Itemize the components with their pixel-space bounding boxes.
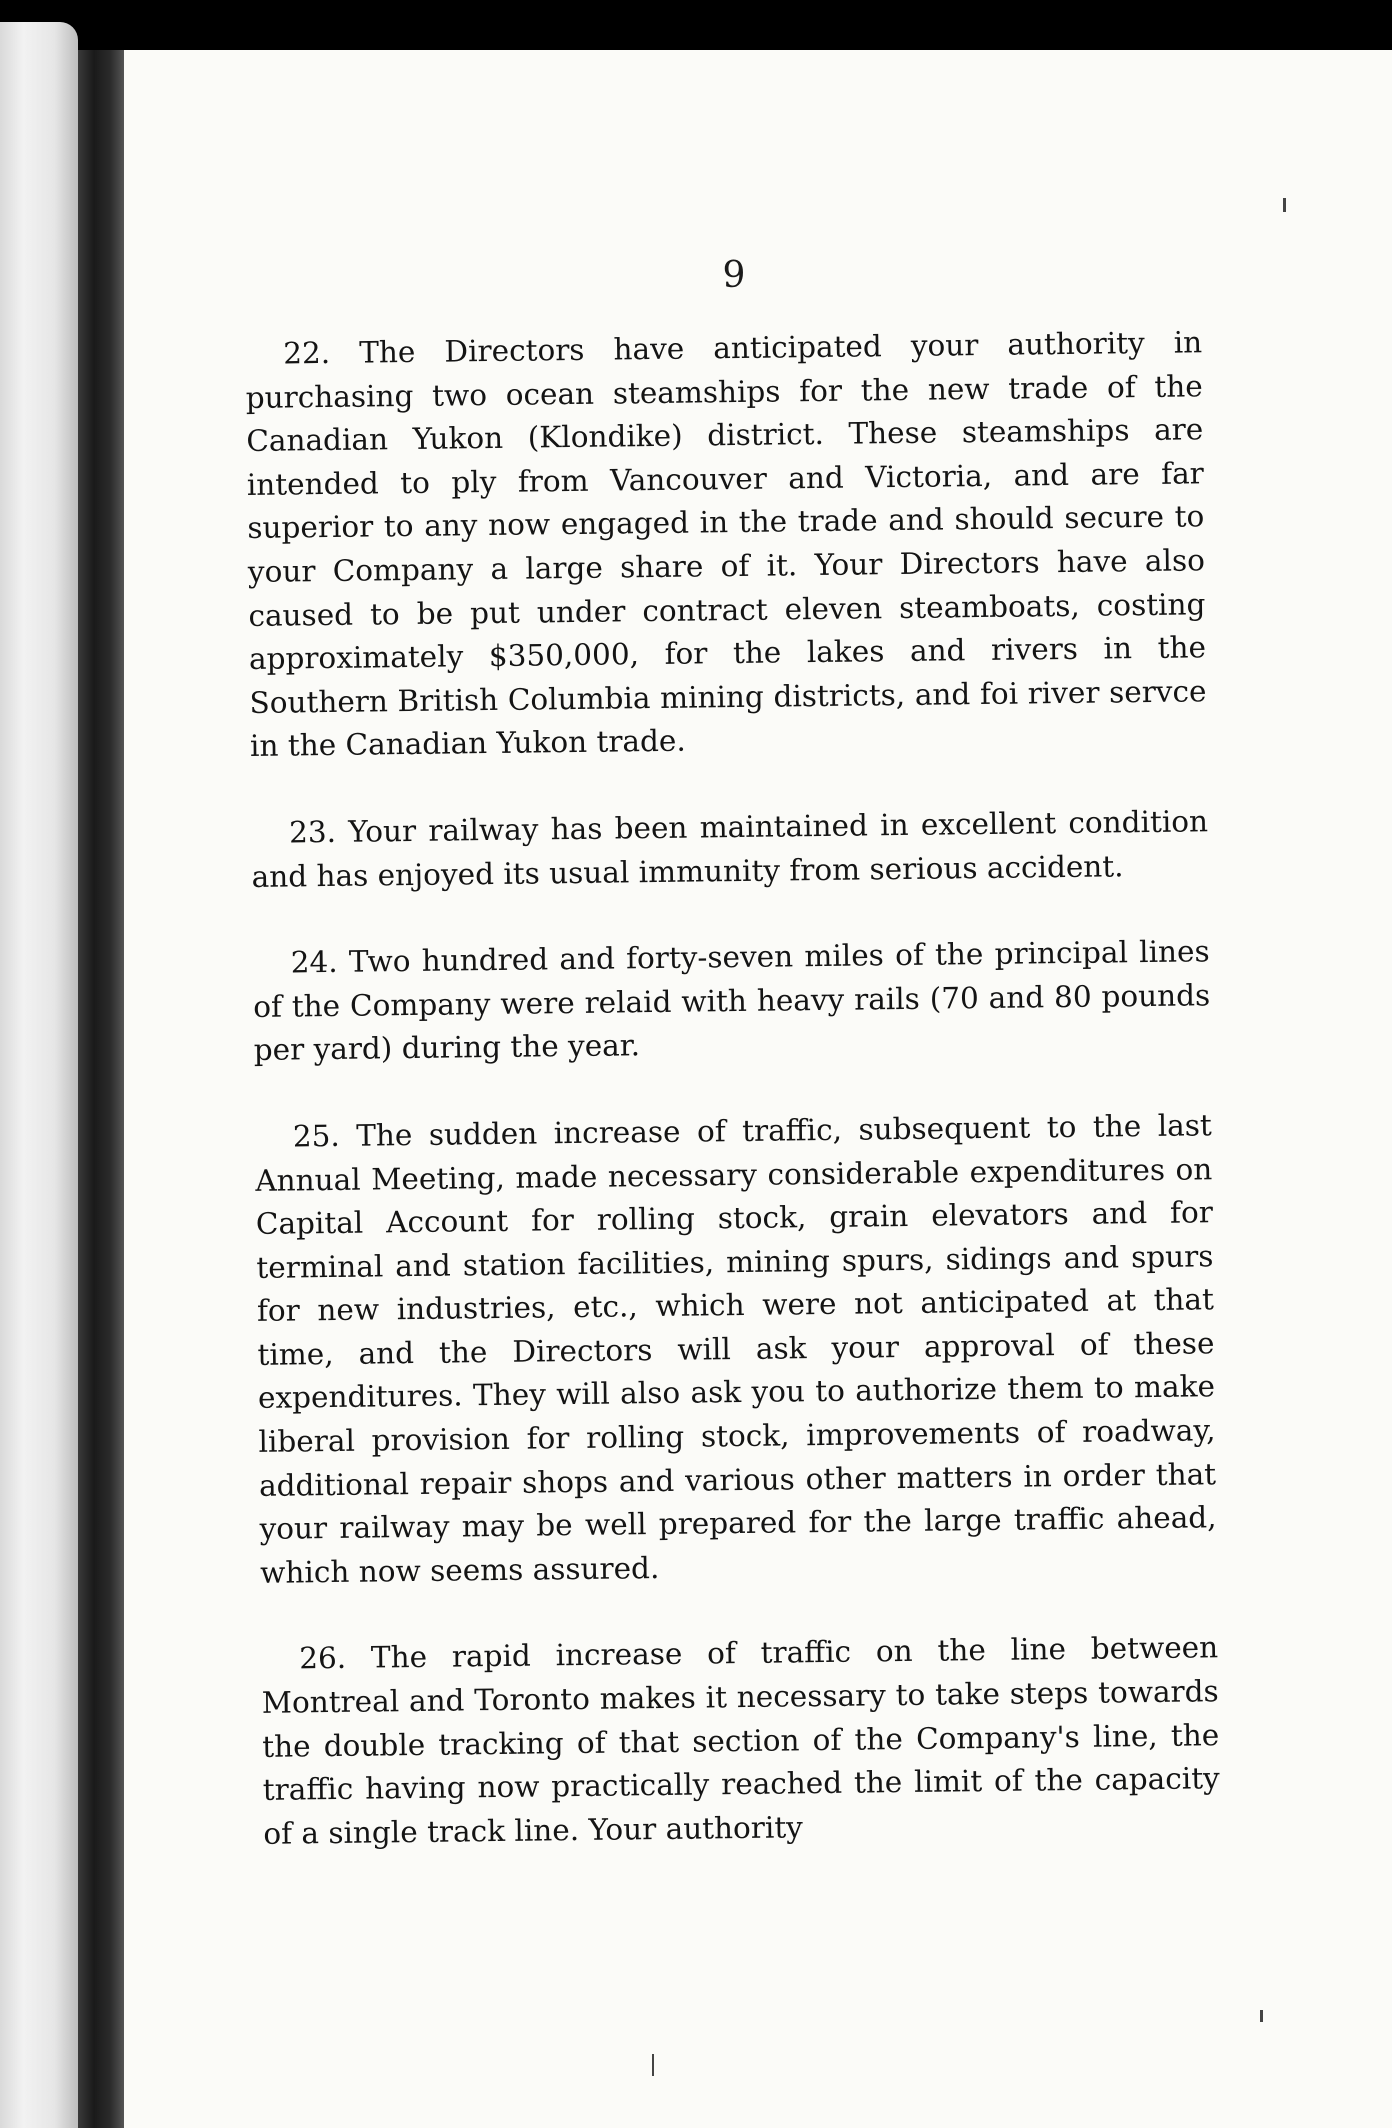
book-gutter <box>78 50 124 2128</box>
scan-speck <box>1283 198 1286 212</box>
paragraph-22: 22. The Directors have anticipated your authority in purchasing two ocean steamships for the new trade of the Canadian Yukon (Klondike) district. These steamships are intended to ply from Vancouver and Victoria, and are far superior to any now engaged in the trade and should secure to your Company a large share of it. Your Directors have also caused to be put under contract eleven steamboats, costing approximately $350,000, for the lakes and rivers in the Southern British Columbia mining districts, and foi river servce in the Canadian Yukon trade. <box>245 325 1207 764</box>
previous-page-edge <box>0 22 78 2128</box>
page-number: 9 <box>722 255 746 296</box>
paragraph-26: 26. The rapid increase of traffic on the line between Montreal and Toronto makes it necessary to take steps towards the double tracking of that section of the Company's line, the traffic having now practically reached the limit of the capacity of a single track line. Your authority <box>261 1630 1220 1851</box>
scan-speck <box>652 2054 654 2076</box>
paragraph-24: 24. Two hundred and forty-seven miles of the principal lines of the Company were relaid with heavy rails (70 and 80 pounds per yard) during the year. <box>253 934 1211 1068</box>
scan-speck <box>1260 2010 1263 2022</box>
page-body-text <box>245 321 1221 1856</box>
book-page <box>124 50 1392 2128</box>
paragraph-25: 25. The sudden increase of traffic, subsequent to the last Annual Meeting, made necessary considerable expenditures on Capital Account for rolling stock, grain elevators and for terminal and station facilities, mining spurs, sidings and spurs for new industries, etc., which were not anticipated at that time, and the Directors will ask your approval of these expenditures. They will also ask you to authorize them to make liberal provision for rolling stock, improvements of roadway, additional repair shops and various other matters in order that your railway may be well prepared for the large traffic ahead, which now seems assured. <box>255 1108 1217 1590</box>
paragraph-23: 23. Your railway has been maintained in excellent condition and has enjoyed its usual immunity from serious accident. <box>251 804 1209 894</box>
